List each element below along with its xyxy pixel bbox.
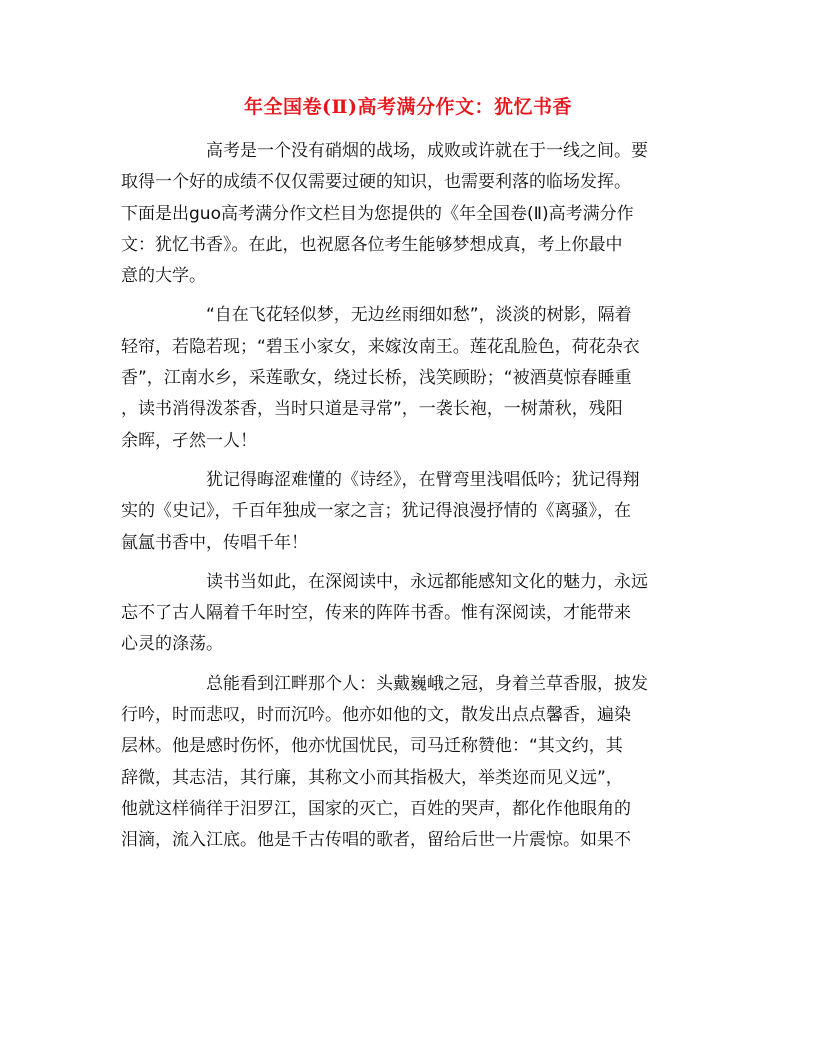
text-line: 香”，江南水乡，采莲歌女，绕过长桥，浅笑顾盼；“被酒莫惊春睡重 bbox=[121, 368, 632, 389]
paragraph-quyuan bbox=[121, 669, 691, 857]
text-line: 读书当如此，在深阅读中，永远都能感知文化的魅力，永远 bbox=[206, 571, 648, 592]
text-line: 文：犹忆书香》。在此，也祝愿各位考生能够梦想成真，考上你最中 bbox=[121, 234, 623, 255]
text-line: 行吟，时而悲叹，时而沉吟。他亦如他的文，散发出点点馨香，遍染 bbox=[121, 705, 631, 726]
text-line: 泪滴，流入江底。他是千古传唱的歌者，留给后世一片震惊。如果不 bbox=[121, 830, 631, 851]
text-line: 氤氲书香中，传唱千年！ bbox=[121, 532, 308, 553]
text-line: 下面是出guo高考满分作文栏目为您提供的《年全国卷(Ⅱ)高考满分作 bbox=[121, 203, 634, 224]
paragraph-reading bbox=[121, 567, 691, 661]
paragraph-intro bbox=[121, 136, 691, 292]
text-line: 忘不了古人隔着千年时空，传来的阵阵书香。惟有深阅读，才能带来 bbox=[121, 603, 631, 624]
text-line: 层林。他是感时伤怀，他亦忧国忧民，司马迁称赞他：“其文约，其 bbox=[121, 736, 623, 757]
text-line: 总能看到江畔那个人：头戴巍峨之冠，身着兰草香服，披发 bbox=[206, 673, 648, 694]
text-line: 犹记得晦涩难懂的《诗经》，在臂弯里浅唱低吟；犹记得翔 bbox=[206, 469, 640, 490]
text-line: 轻帘，若隐若现；“碧玉小家女，来嫁汝南王。莲花乱脸色，荷花杂衣 bbox=[121, 336, 640, 357]
document-body bbox=[121, 136, 691, 865]
text-line: 意的大学。 bbox=[121, 266, 206, 287]
text-line: 心灵的涤荡。 bbox=[121, 634, 223, 655]
text-line: 取得一个好的成绩不仅仅需要过硬的知识，也需要利落的临场发挥。 bbox=[121, 172, 631, 193]
text-line: “自在飞花轻似梦，无边丝雨细如愁”，淡淡的树影，隔着 bbox=[206, 305, 632, 326]
document-title: 年全国卷(Ⅱ)高考满分作文：犹忆书香 bbox=[244, 96, 572, 118]
text-line: 高考是一个没有硝烟的战场，成败或许就在于一线之间。要 bbox=[206, 141, 648, 161]
text-line: 辞微，其志洁，其行廉，其称文小而其指极大，举类迩而见义远”， bbox=[121, 767, 623, 788]
text-line: 余晖，孑然一人！ bbox=[121, 430, 257, 451]
text-line: ，读书消得泼茶香，当时只道是寻常”，一袭长袍，一树萧秋，残阳 bbox=[121, 399, 623, 420]
text-line: 他就这样徜徉于汨罗江，国家的灭亡，百姓的哭声，都化作他眼角的 bbox=[121, 798, 631, 819]
text-line: 实的《史记》，千百年独成一家之言；犹记得浪漫抒情的《离骚》，在 bbox=[121, 501, 631, 522]
paragraph-classics bbox=[121, 465, 691, 559]
paragraph-poems bbox=[121, 300, 691, 456]
